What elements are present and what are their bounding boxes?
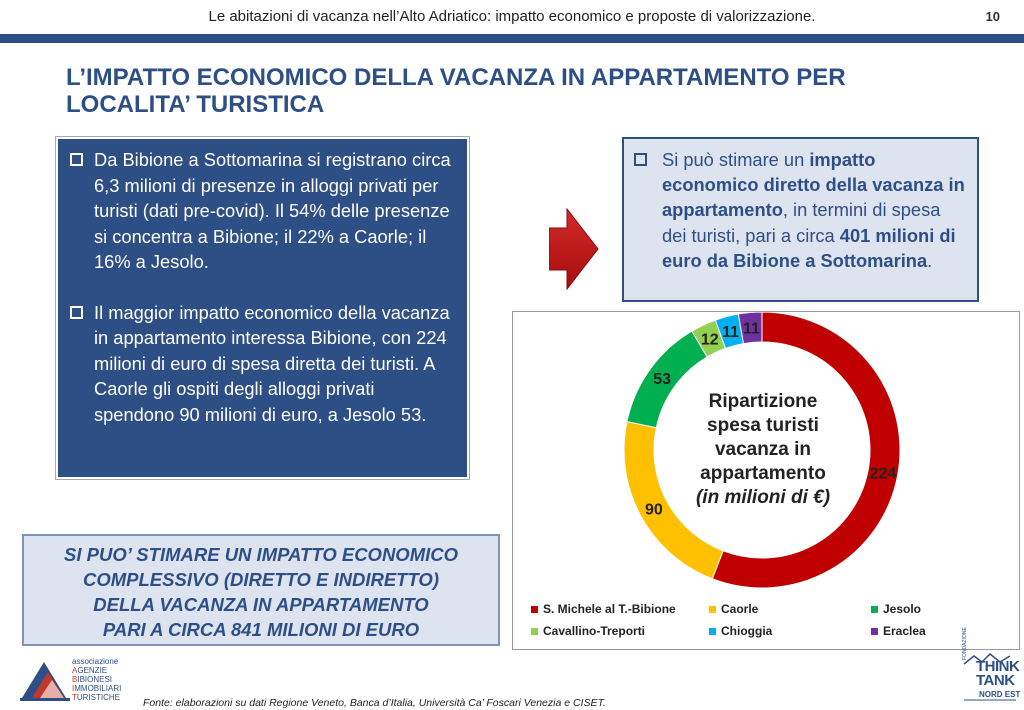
legend-swatch-caorle [709,606,716,613]
logo-line-agenzie: AGENZIE [72,666,108,675]
legend-item-chioggia [709,624,772,638]
header-bar [0,34,1024,43]
legend-label-caorle: Caorle [721,602,759,616]
legend-item-cavallino-treporti [531,624,645,638]
legend-item-jesolo [871,602,921,616]
think-tank-foundation: FONDAZIONE [962,627,968,660]
chart-unit: (in milioni di €) [695,487,831,508]
think-tank-think: THINK [976,658,1020,675]
left-bullet-1-text: Da Bibione a Sottomarina si registrano circa 6,3 milioni di presenze in alloggi privati per turisti (dati pre-covid). Il 54% delle presenze si concentra a Bibione; il 22% a Caorle; il 16% a Jesolo. [94,149,451,272]
chart-title-line-1: Ripartizione [708,391,818,412]
total-impact-line-3: DELLA VACANZA IN APPARTAMENTO [93,594,429,615]
think-tank-nord-est: NORD EST [979,690,1021,699]
legend-label-eraclea: Eraclea [883,624,926,638]
donut-label-caorle: 90 [645,501,663,519]
right-info-box [622,137,979,302]
association-logo-text [72,657,121,702]
total-impact-line-2: COMPLESSIVO (DIRETTO E INDIRETTO) [83,569,439,590]
legend-swatch-s-michele-al-t-bibione [531,606,538,613]
right-arrow-icon [549,208,599,290]
donut-label-jesolo: 53 [653,371,671,389]
left-bullet-2-text: Il maggior impatto economico della vacanza in appartamento interessa Bibione, con 224 milioni di euro di spesa diretta dei turisti. A Caorle gli ospiti degli alloggi privati spendono 90 milioni di euro, a Jesolo 53. [94,301,450,425]
legend-item-eraclea [871,624,926,638]
slide-title-line-1: L’IMPATTO ECONOMICO DELLA VACANZA IN APPARTAMENTO PER [66,64,846,91]
header-title: Le abitazioni di vacanza nell’Alto Adriatico: impatto economico e proposte di valorizzazione. [208,8,816,25]
donut-label-cavallino-treporti: 12 [700,331,719,349]
source-note: Fonte: elaborazioni su dati Regione Veneto, Banca d’Italia, Università Ca’ Foscari Venezia e CISET. [143,697,606,709]
chart-center-title [673,390,853,510]
legend-swatch-cavallino-treporti [531,628,538,635]
legend-label-s-michele-al-t-bibione: S. Michele al T.-Bibione [543,602,676,616]
donut-label-eraclea: 11 [742,320,760,338]
total-impact-box [22,534,500,646]
checkbox-bullet-icon [70,306,83,319]
legend-label-jesolo: Jesolo [883,602,922,616]
logo-line-bibionesi: BIBIONESI [72,675,113,684]
legend-swatch-chioggia [709,628,716,635]
chart-title-line-2: spesa turisti [707,415,819,436]
page-number: 10 [985,9,1000,24]
slide-title [66,64,966,118]
legend-swatch-eraclea [871,628,878,635]
think-tank-tank: TANK [976,672,1015,689]
legend-label-cavallino-treporti: Cavallino-Treporti [543,624,646,638]
legend-item-caorle [709,602,758,616]
right-bullet-text-3: . [927,249,933,271]
checkbox-bullet-icon [634,153,647,166]
left-bullet-1 [70,147,453,275]
legend-item-s-michele-al-t-bibione [531,602,676,616]
donut-label-chioggia: 11 [722,324,740,342]
checkbox-bullet-icon [70,153,83,166]
left-bullet-2 [70,300,453,428]
chart-title-line-3: vacanza in [714,439,812,460]
slide-title-line-2: LOCALITA’ TURISTICA [66,91,325,118]
logo-line-turistiche: TURISTICHE [72,693,121,702]
right-bullet-bold-2: 401 milioni di euro da Bibione a Sottomarina [662,224,956,271]
logo-line-immobiliari: IMMOBILIARI [72,684,122,693]
logo-line-assoc: associazione [72,657,119,666]
total-impact-line-1: SI PUO’ STIMARE UN IMPATTO ECONOMICO [64,544,458,565]
right-bullet-bold-1: impatto economico diretto della vacanza in appartamento [662,149,965,221]
total-impact-line-4: PARI A CIRCA 841 MILIONI DI EURO [102,619,420,640]
right-bullet-text-1: Si può stimare un [662,149,810,170]
right-bullet [634,147,967,273]
donut-label-s-michele-al-t-bibione: 224 [869,465,897,483]
left-info-box [56,137,469,479]
donut-chart [512,311,1020,650]
right-bullet-text-2: , in termini di spesa dei turisti, pari a circa [662,199,941,246]
legend-swatch-jesolo [871,606,878,613]
legend-label-chioggia: Chioggia [721,624,773,638]
chart-title-line-4: appartamento [700,463,826,484]
